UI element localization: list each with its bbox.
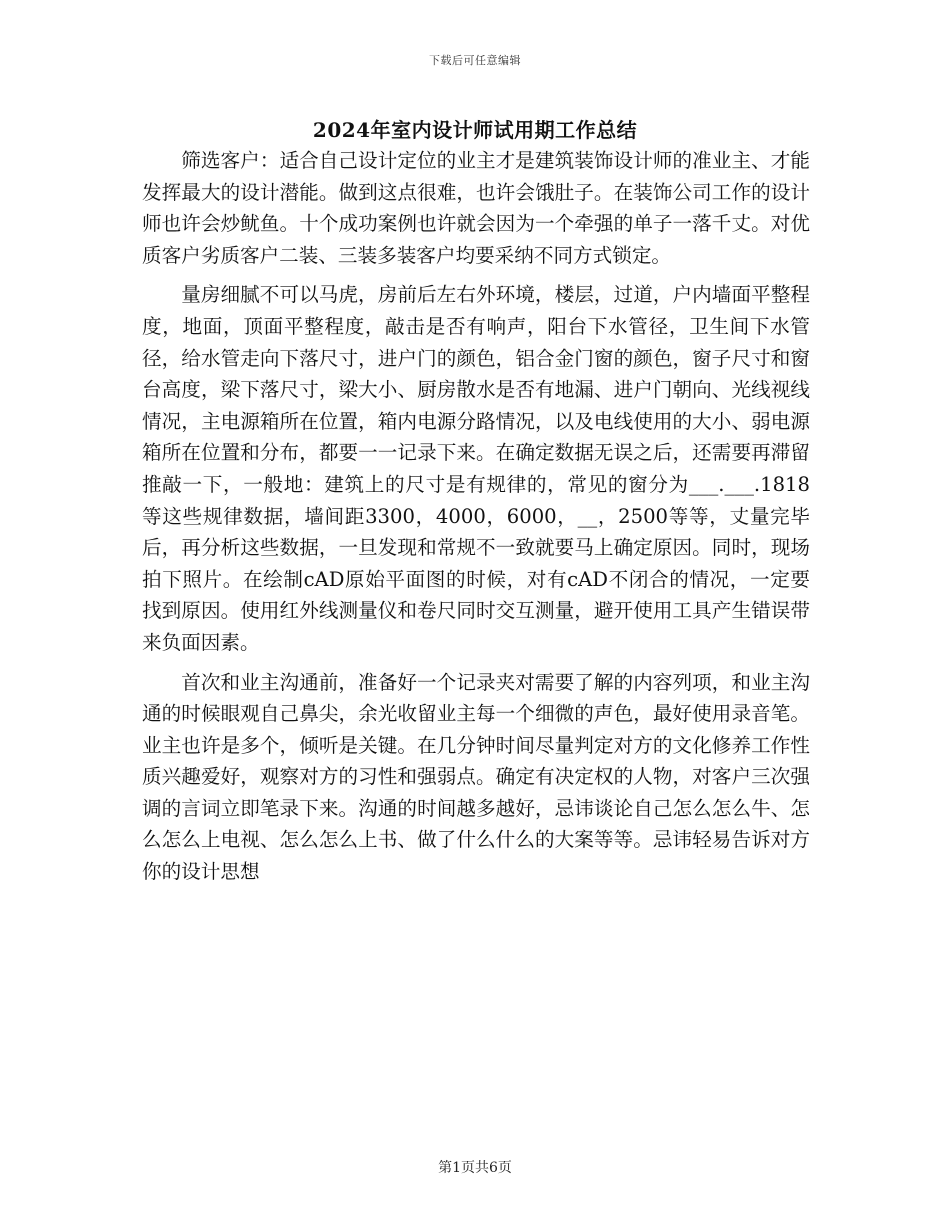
page-number: 第1页共6页 [438, 1160, 512, 1176]
paragraph-client-screening: 筛选客户：适合自己设计定位的业主才是建筑装饰设计师的准业主、才能发挥最大的设计潜能。做到这点很难，也许会饿肚子。在装饰公司工作的设计师也许会炒鱿鱼。十个成功案例也许就会因为一个牵强的单子一落千丈。对优质客户劣质客户二装、三装多装客户均要采纳不同方式锁定。 [142, 149, 810, 267]
document-title: 2024年室内设计师试用期工作总结 [312, 118, 638, 142]
page-header-note: 下载后可任意编辑 [429, 54, 521, 67]
document-body [142, 145, 810, 896]
paragraph-client-communication: 首次和业主沟通前，准备好一个记录夹对需要了解的内容列项，和业主沟通的时候眼观自己鼻尖，余光收留业主每一个细微的声色，最好使用录音笔。业主也许是多个，倾听是关键。在几分钟时间尽量判定对方的文化修养工作性质兴趣爱好，观察对方的习性和强弱点。确定有决定权的人物，对客户三次强调的言词立即笔录下来。沟通的时间越多越好，忌讳谈论自己怎么怎么牛、怎么怎么上电视、怎么怎么上书、做了什么什么的大案等等。忌讳轻易告诉对方你的设计思想 [142, 670, 810, 884]
paragraph-site-measurement: 量房细腻不可以马虎，房前后左右外环境，楼层，过道，户内墙面平整程度，地面，顶面平整程度，敲击是否有响声，阳台下水管径，卫生间下水管径，给水管走向下落尺寸，进户门的颜色，铝合金门窗的颜色，窗子尺寸和窗台高度，梁下落尺寸，梁大小、厨房散水是否有地漏、进户门朝向、光线视线情况，主电源箱所在位置，箱内电源分路情况，以及电线使用的大小、弱电源箱所在位置和分布，都要一一记录下来。在确定数据无误之后，还需要再滞留推敲一下，一般地：建筑上的尺寸是有规律的，常见的窗分为___.___.1818等这些规律数据，墙间距3300，4000，6000，__，2500等等，丈量完毕后，再分析这些数据，一旦发现和常规不一致就要马上确定原因。同时，现场拍下照片。在绘制cAD原始平面图的时候，对有cAD不闭合的情况，一定要找到原因。使用红外线测量仪和卷尺同时交互测量，避开使用工具产生错误带来负面因素。 [142, 283, 810, 654]
